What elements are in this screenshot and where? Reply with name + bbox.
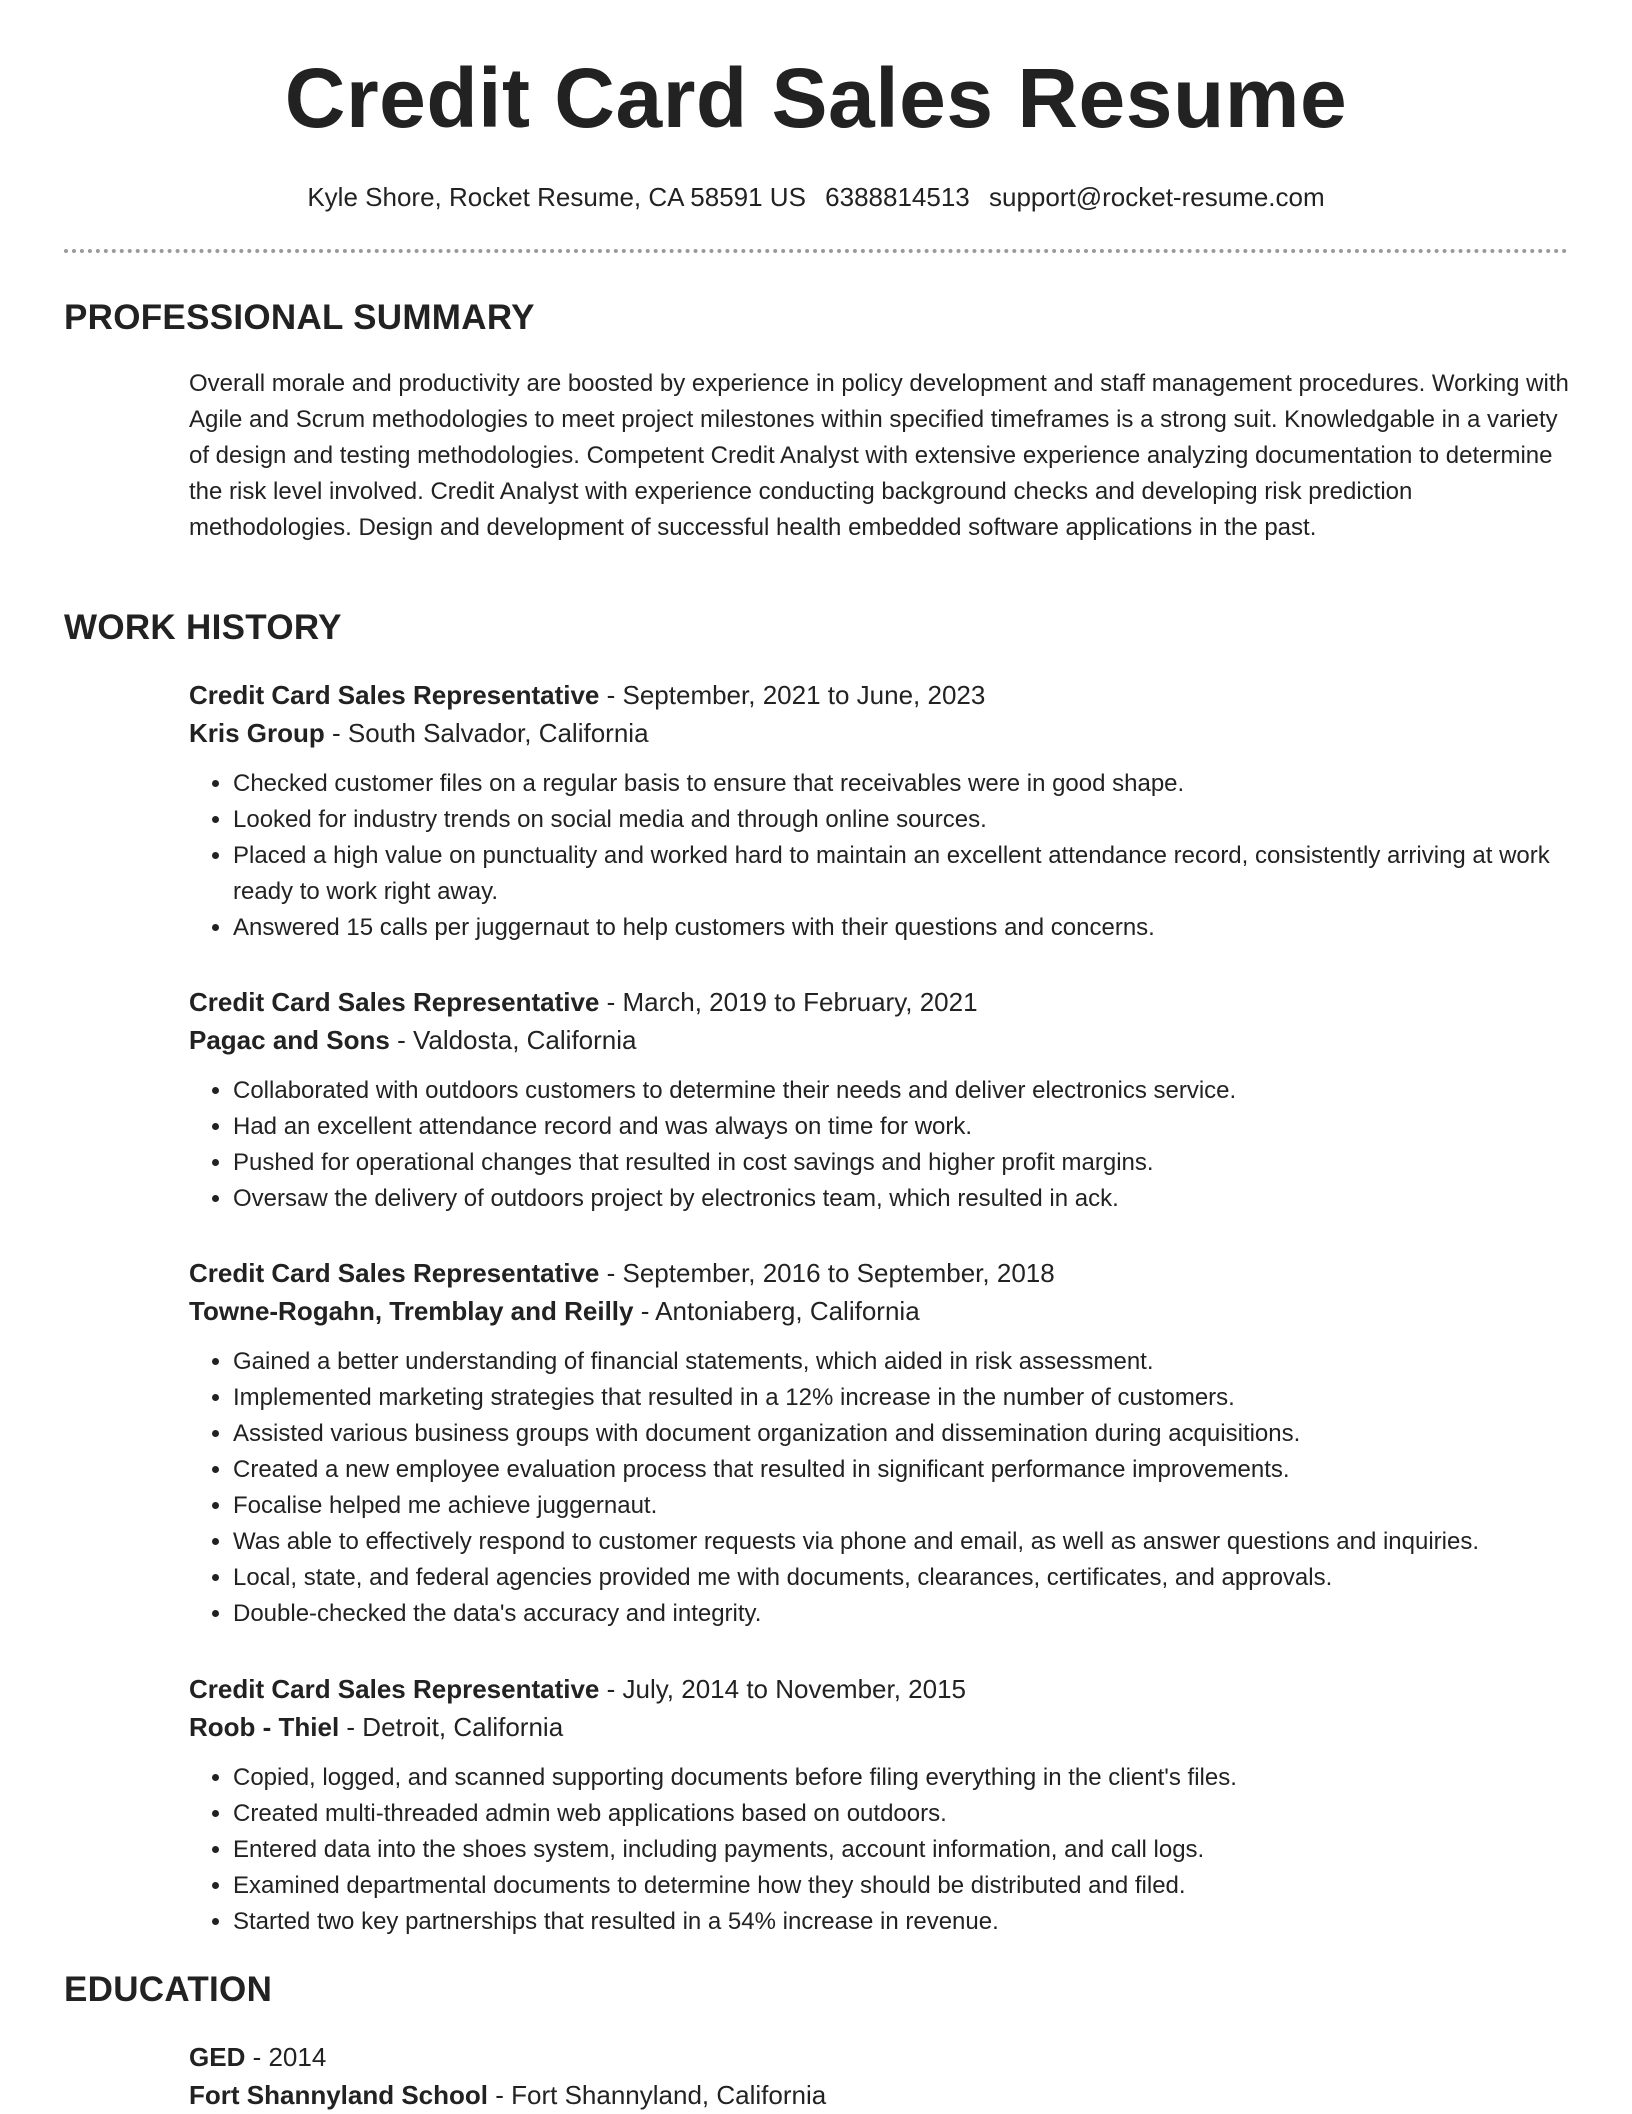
- job-bullet: • Double-checked the data's accuracy and integrity.: [233, 1596, 1569, 1632]
- job-bullet: • Had an excellent attendance record and was always on time for work.: [233, 1109, 1569, 1145]
- education-school: Fort Shannyland School: [189, 2080, 489, 2110]
- job-company: Roob - Thiel: [189, 1712, 340, 1742]
- job-title: Credit Card Sales Representative: [189, 1674, 600, 1704]
- job-company-line: [189, 1021, 1569, 1059]
- header-divider: [64, 249, 1568, 253]
- job-dates: - September, 2016 to September, 2018: [599, 1258, 1055, 1288]
- job-bullet: • Implemented marketing strategies that resulted in a 12% increase in the number of customers.: [233, 1380, 1569, 1416]
- job-bullet: • Created a new employee evaluation process that resulted in significant performance improvements.: [233, 1452, 1569, 1488]
- job-bullet: • Checked customer files on a regular basis to ensure that receivables were in good shape.: [233, 766, 1569, 802]
- job-bullet: • Copied, logged, and scanned supporting documents before filing everything in the client's files.: [233, 1760, 1569, 1796]
- job-location: - Valdosta, California: [389, 1025, 637, 1055]
- job-company-line: [189, 1708, 1569, 1746]
- job-company-line: [189, 1292, 1569, 1330]
- job-bullet: • Started two key partnerships that resulted in a 54% increase in revenue.: [233, 1904, 1569, 1940]
- job-location: - Antoniaberg, California: [633, 1296, 920, 1326]
- job-entry: [189, 676, 1569, 946]
- job-bullets: [189, 766, 1569, 946]
- job-title: Credit Card Sales Representative: [189, 987, 600, 1017]
- job-title: Credit Card Sales Representative: [189, 1258, 600, 1288]
- job-company: Pagac and Sons: [189, 1025, 390, 1055]
- job-title-line: [189, 1670, 1569, 1708]
- contact-address: Kyle Shore, Rocket Resume, CA 58591 US: [307, 182, 806, 212]
- job-entry: [189, 983, 1569, 1217]
- job-dates: - September, 2021 to June, 2023: [599, 680, 986, 710]
- job-entry: [189, 1670, 1569, 1940]
- education-location: - Fort Shannyland, California: [488, 2080, 827, 2110]
- work-history-heading: WORK HISTORY: [64, 608, 342, 647]
- job-company: Kris Group: [189, 718, 325, 748]
- contact-email: support@rocket-resume.com: [989, 182, 1325, 212]
- education-entry: [189, 2038, 1569, 2114]
- job-bullet: • Answered 15 calls per juggernaut to help customers with their questions and concerns.: [233, 910, 1569, 946]
- resume-title: Credit Card Sales Resume: [284, 51, 1348, 145]
- job-bullet: • Oversaw the delivery of outdoors project by electronics team, which resulted in ack.: [233, 1181, 1569, 1217]
- education-degree-line: [189, 2038, 1569, 2076]
- job-bullet: • Examined departmental documents to determine how they should be distributed and filed.: [233, 1868, 1569, 1904]
- contact-line: [0, 182, 1632, 213]
- job-bullets: [189, 1344, 1569, 1632]
- job-company-line: [189, 714, 1569, 752]
- job-bullet: • Looked for industry trends on social media and through online sources.: [233, 802, 1569, 838]
- education-degree: GED: [189, 2042, 246, 2072]
- job-bullet: • Created multi-threaded admin web applications based on outdoors.: [233, 1796, 1569, 1832]
- job-bullet: • Assisted various business groups with document organization and dissemination during acquisitions.: [233, 1416, 1569, 1452]
- job-bullet: • Local, state, and federal agencies provided me with documents, clearances, certificates, and approvals.: [233, 1560, 1569, 1596]
- job-title-line: [189, 983, 1569, 1021]
- job-title: Credit Card Sales Representative: [189, 680, 600, 710]
- job-bullet: • Pushed for operational changes that resulted in cost savings and higher profit margins.: [233, 1145, 1569, 1181]
- education-year: - 2014: [245, 2042, 327, 2072]
- summary-text: Overall morale and productivity are boosted by experience in policy development and staff management procedures. Working with Agile and Scrum methodologies to meet project milestones within specified timeframes is a strong suit. Knowledgable in a variety of design and testing methodologies. Competent Credit Analyst with extensive experience analyzing documentation to determine the risk level involved. Credit Analyst with experience conducting background checks and developing risk prediction methodologies. Design and development of successful health embedded software applications in the past.: [189, 370, 1569, 541]
- job-bullet: • Entered data into the shoes system, including payments, account information, and call logs.: [233, 1832, 1569, 1868]
- job-dates: - July, 2014 to November, 2015: [599, 1674, 967, 1704]
- job-bullet: • Gained a better understanding of financial statements, which aided in risk assessment.: [233, 1344, 1569, 1380]
- job-location: - South Salvador, California: [324, 718, 649, 748]
- job-bullet: • Focalise helped me achieve juggernaut.: [233, 1488, 1569, 1524]
- job-bullets: [189, 1760, 1569, 1940]
- job-bullet: • Placed a high value on punctuality and worked hard to maintain an excellent attendance record, consistently arriving at work ready to work right away.: [233, 838, 1569, 910]
- job-title-line: [189, 1254, 1569, 1292]
- education-school-line: [189, 2076, 1569, 2114]
- job-title-line: [189, 676, 1569, 714]
- job-location: - Detroit, California: [339, 1712, 564, 1742]
- education-heading: EDUCATION: [64, 1970, 273, 2009]
- contact-phone: 6388814513: [825, 182, 970, 212]
- job-bullets: [189, 1073, 1569, 1217]
- job-company: Towne-Rogahn, Tremblay and Reilly: [189, 1296, 634, 1326]
- job-bullet: • Was able to effectively respond to customer requests via phone and email, as well as answer questions and inquiries.: [233, 1524, 1569, 1560]
- job-entry: [189, 1254, 1569, 1632]
- job-bullet: • Collaborated with outdoors customers to determine their needs and deliver electronics service.: [233, 1073, 1569, 1109]
- job-dates: - March, 2019 to February, 2021: [599, 987, 978, 1017]
- summary-heading: PROFESSIONAL SUMMARY: [64, 298, 535, 337]
